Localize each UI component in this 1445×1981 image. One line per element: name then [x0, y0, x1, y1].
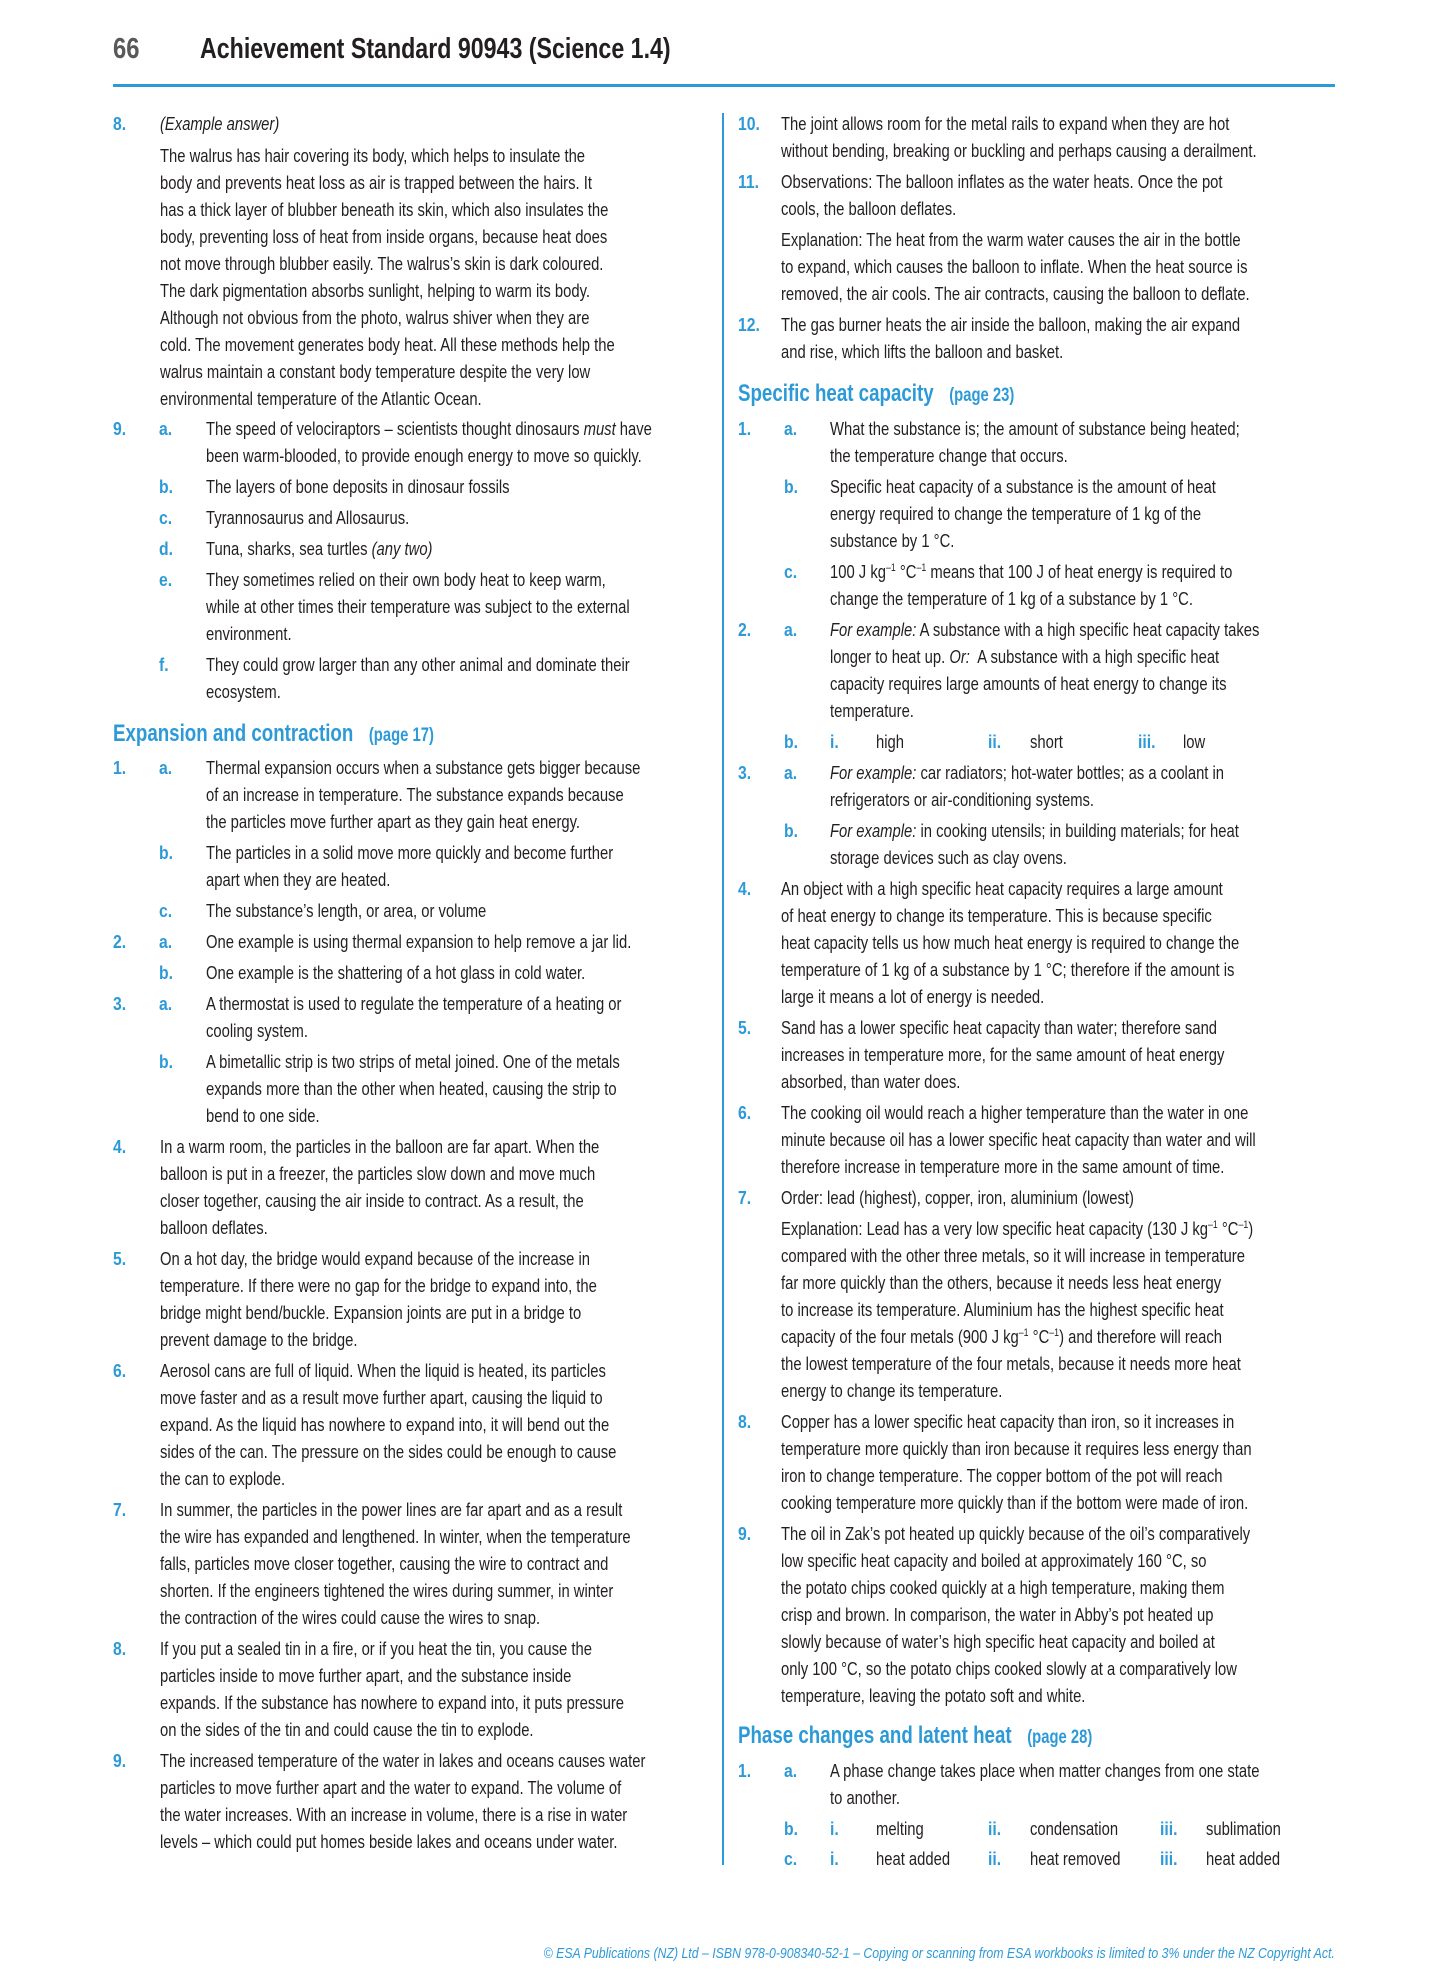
text: A substance with a high specific heat capacity takes: [916, 619, 1260, 640]
section-page-ref: (page 17): [368, 725, 434, 746]
part-label: d.: [159, 538, 173, 559]
part-label: b.: [159, 842, 173, 863]
answer-line: The oil in Zak’s pot heated up quickly because of the oil’s comparatively: [781, 1523, 1251, 1544]
answer-line: apart when they are heated.: [206, 869, 391, 890]
answer-line: Order: lead (highest), copper, iron, aluminium (lowest): [781, 1187, 1134, 1208]
answer-line: far more quickly than the others, because it needs less heat energy: [781, 1272, 1222, 1293]
answer-line: prevent damage to the bridge.: [160, 1329, 358, 1350]
subpart-label: iii.: [1138, 731, 1156, 752]
answer-line: The gas burner heats the air inside the balloon, making the air expand: [781, 314, 1241, 335]
answer-line: One example is the shattering of a hot glass in cold water.: [206, 962, 586, 983]
text: °C: [1217, 1218, 1239, 1239]
answer-line: [830, 762, 1224, 784]
answer-line: temperature.: [830, 700, 914, 721]
question-number: 4.: [738, 878, 752, 899]
answer-line: Observations: The balloon inflates as the water heats. Once the pot: [781, 171, 1223, 192]
answer-line: of an increase in temperature. The substance expands because: [206, 784, 624, 805]
question-number: 9.: [738, 1523, 752, 1544]
answer-line: temperature, leaving the potato soft and white.: [781, 1685, 1086, 1706]
answer-value: condensation: [1030, 1818, 1119, 1839]
answer-line: body, preventing loss of heat from inside organs, because heat does: [160, 226, 608, 247]
answer-line: to increase its temperature. Aluminium has the highest specific heat: [781, 1299, 1224, 1320]
answer-line: energy required to change the temperature of 1 kg of the: [830, 503, 1202, 524]
answer-line: the contraction of the wires could cause the wires to snap.: [160, 1607, 541, 1628]
answer-line: balloon deflates.: [160, 1217, 268, 1238]
part-label: c.: [784, 561, 798, 582]
question-number: 8.: [113, 1638, 127, 1659]
answer-line: Thermal expansion occurs when a substance gets bigger because: [206, 757, 641, 778]
answer-line: removed, the air cools. The air contracts, causing the balloon to deflate.: [781, 283, 1250, 304]
subpart-label: i.: [830, 1848, 839, 1869]
answer-line: absorbed, than water does.: [781, 1071, 961, 1092]
answer-line: increases in temperature more, for the same amount of heat energy: [781, 1044, 1225, 1065]
answer-line: the water increases. With an increase in volume, there is a rise in water: [160, 1804, 628, 1825]
part-label: c.: [159, 507, 173, 528]
question-number: 8.: [113, 113, 127, 134]
question-number: 1.: [738, 418, 752, 439]
answer-line: minute because oil has a lower specific heat capacity than water and will: [781, 1129, 1256, 1150]
header-rule: [113, 84, 1335, 87]
part-label: c.: [159, 900, 173, 921]
part-label: b.: [159, 1051, 173, 1072]
text: ) and therefore will reach: [1059, 1326, 1222, 1347]
part-label: b.: [784, 731, 798, 752]
text: means that 100 J of heat energy is required to: [926, 561, 1233, 582]
text: The speed of velociraptors – scientists thought dinosaurs: [206, 418, 584, 439]
question-number: 3.: [113, 993, 127, 1014]
answer-line: crisp and brown. In comparison, the water in Abby’s pot heated up: [781, 1604, 1214, 1625]
part-label: a.: [784, 619, 798, 640]
question-number: 1.: [738, 1760, 752, 1781]
answer-line: [830, 561, 1232, 583]
answer-line: change the temperature of 1 kg of a substance by 1 °C.: [830, 588, 1193, 609]
answer-line: temperature. If there were no gap for the bridge to expand into, the: [160, 1275, 597, 1296]
text: A substance with a high specific heat: [969, 646, 1220, 667]
answer-line: environmental temperature of the Atlantic Ocean.: [160, 388, 482, 409]
answer-line: expands. If the substance has nowhere to expand into, it puts pressure: [160, 1692, 625, 1713]
answer-line: In summer, the particles in the power lines are far apart and as a result: [160, 1499, 623, 1520]
text: °C: [1028, 1326, 1050, 1347]
answer-value: heat added: [1206, 1848, 1281, 1869]
answer-line: They could grow larger than any other animal and dominate their: [206, 654, 630, 675]
subpart-label: ii.: [988, 1848, 1002, 1869]
answer-line: sides of the can. The pressure on the sides could be enough to cause: [160, 1441, 617, 1462]
text: in cooking utensils; in building materials; for heat: [916, 820, 1239, 841]
answer-line: One example is using thermal expansion to help remove a jar lid.: [206, 931, 632, 952]
emphasis: For example:: [830, 762, 917, 783]
answer-value: heat removed: [1030, 1848, 1121, 1869]
page-number: 66: [113, 33, 140, 65]
subpart-label: i.: [830, 731, 839, 752]
answer-line: shorten. If the engineers tightened the wires during summer, in winter: [160, 1580, 614, 1601]
question-number: 6.: [738, 1102, 752, 1123]
question-number: 5.: [113, 1248, 127, 1269]
answer-line: on the sides of the tin and could cause the tin to explode.: [160, 1719, 534, 1740]
answer-line: while at other times their temperature was subject to the external: [206, 596, 630, 617]
emphasis: Or:: [949, 646, 970, 667]
answer-line: The particles in a solid move more quickly and become further: [206, 842, 614, 863]
answer-line: temperature more quickly than iron because it requires less energy than: [781, 1438, 1252, 1459]
answer-line: refrigerators or air-conditioning systems.: [830, 789, 1095, 810]
column-divider: [722, 113, 724, 1865]
part-label: c.: [784, 1848, 798, 1869]
answer-line: The layers of bone deposits in dinosaur fossils: [206, 476, 510, 497]
answer-line: Aerosol cans are full of liquid. When the liquid is heated, its particles: [160, 1360, 606, 1381]
answer-line: On a hot day, the bridge would expand because of the increase in: [160, 1248, 591, 1269]
answer-value: low: [1183, 731, 1206, 752]
superscript: –1: [1238, 1219, 1249, 1231]
answer-line: [830, 619, 1259, 641]
answer-line: The increased temperature of the water in lakes and oceans causes water: [160, 1750, 646, 1771]
answer-line: cools, the balloon deflates.: [781, 198, 957, 219]
part-label: e.: [159, 569, 173, 590]
answer-line: Explanation: The heat from the warm water causes the air in the bottle: [781, 229, 1241, 250]
answer-line: A phase change takes place when matter changes from one state: [830, 1760, 1260, 1781]
question-number: 2.: [113, 931, 127, 952]
question-number: 1.: [113, 757, 127, 778]
subpart-label: ii.: [988, 731, 1002, 752]
question-number: 10.: [738, 113, 760, 134]
answer-line: compared with the other three metals, so it will increase in temperature: [781, 1245, 1245, 1266]
answer-line: What the substance is; the amount of substance being heated;: [830, 418, 1240, 439]
answer-line: bend to one side.: [206, 1105, 320, 1126]
answer-line: The walrus has hair covering its body, which helps to insulate the: [160, 145, 586, 166]
answer-line: particles to move further apart and the water to expand. The volume of: [160, 1777, 622, 1798]
question-number: 7.: [113, 1499, 127, 1520]
answer-value: sublimation: [1206, 1818, 1281, 1839]
part-label: b.: [159, 476, 173, 497]
answer-line: A bimetallic strip is two strips of metal joined. One of the metals: [206, 1051, 620, 1072]
answer-line: walrus maintain a constant body temperature despite the very low: [160, 361, 591, 382]
answer-value: melting: [876, 1818, 924, 1839]
question-number: 11.: [738, 171, 759, 192]
answer-line: balloon is put in a freezer, the particles slow down and move much: [160, 1163, 596, 1184]
answer-line: particles inside to move further apart, and the substance inside: [160, 1665, 572, 1686]
answer-line: falls, particles move closer together, causing the wire to contract and: [160, 1553, 609, 1574]
text: Tuna, sharks, sea turtles: [206, 538, 372, 559]
text: ): [1248, 1218, 1254, 1239]
part-label: b.: [784, 1818, 798, 1839]
answer-line: The joint allows room for the metal rails to expand when they are hot: [781, 113, 1230, 134]
answer-line: move faster and as a result move further apart, causing the liquid to: [160, 1387, 603, 1408]
question-number: 9.: [113, 1750, 127, 1771]
part-label: a.: [159, 757, 173, 778]
superscript: –1: [916, 562, 927, 574]
question-number: 3.: [738, 762, 752, 783]
answer-line: the can to explode.: [160, 1468, 286, 1489]
answer-line: to another.: [830, 1787, 900, 1808]
text: car radiators; hot-water bottles; as a coolant in: [916, 762, 1225, 783]
part-label: b.: [784, 820, 798, 841]
answer-line: Copper has a lower specific heat capacity than iron, so it increases in: [781, 1411, 1235, 1432]
text: capacity of the four metals (900 J kg: [781, 1326, 1019, 1347]
answer-line: [830, 820, 1239, 842]
answer-line: ecosystem.: [206, 681, 281, 702]
text: °C: [895, 561, 917, 582]
answer-value: heat added: [876, 1848, 951, 1869]
answer-line: If you put a sealed tin in a fire, or if you heat the tin, you cause the: [160, 1638, 592, 1659]
superscript: –1: [1207, 1219, 1218, 1231]
answer-line: expand. As the liquid has nowhere to expand into, it will bend out the: [160, 1414, 610, 1435]
answer-line: [781, 1218, 1253, 1240]
answer-line: the temperature change that occurs.: [830, 445, 1068, 466]
part-label: a.: [784, 762, 798, 783]
text: longer to heat up.: [830, 646, 950, 667]
part-label: a.: [159, 931, 173, 952]
question-number: 6.: [113, 1360, 127, 1381]
answer-line: temperature of 1 kg of a substance by 1 °C; therefore if the amount is: [781, 959, 1235, 980]
emphasis: For example:: [830, 619, 917, 640]
answer-line: environment.: [206, 623, 292, 644]
answer-line: the lowest temperature of the four metals, because it needs more heat: [781, 1353, 1241, 1374]
section-page-ref: (page 23): [949, 385, 1015, 406]
superscript: –1: [1018, 1327, 1029, 1339]
answer-line: Tyrannosaurus and Allosaurus.: [206, 507, 410, 528]
emphasis: For example:: [830, 820, 917, 841]
answer-line: A thermostat is used to regulate the temperature of a heating or: [206, 993, 622, 1014]
superscript: –1: [1049, 1327, 1060, 1339]
answer-line: Sand has a lower specific heat capacity than water; therefore sand: [781, 1017, 1218, 1038]
answer-line: [206, 538, 432, 560]
answer-line: capacity requires large amounts of heat energy to change its: [830, 673, 1227, 694]
answer-line: [781, 1326, 1222, 1348]
answer-line: [830, 646, 1219, 668]
example-answer-label: (Example answer): [160, 113, 280, 134]
answer-line: therefore increase in temperature more in the same amount of time.: [781, 1156, 1225, 1177]
answer-line: closer together, causing the air inside to contract. As a result, the: [160, 1190, 584, 1211]
answer-note: [160, 113, 279, 135]
section-heading-expansion: [113, 720, 434, 750]
section-page-ref: (page 28): [1027, 1727, 1093, 1748]
question-number: 12.: [738, 314, 760, 335]
answer-line: Specific heat capacity of a substance is the amount of heat: [830, 476, 1216, 497]
answer-value: short: [1030, 731, 1063, 752]
question-number: 8.: [738, 1411, 752, 1432]
answer-line: The dark pigmentation absorbs sunlight, helping to warm its body.: [160, 280, 590, 301]
part-label: a.: [784, 1760, 798, 1781]
answer-line: An object with a high specific heat capacity requires a large amount: [781, 878, 1223, 899]
section-title: Phase changes and latent heat: [738, 1722, 1012, 1749]
subpart-label: iii.: [1160, 1818, 1178, 1839]
answer-line: heat capacity tells us how much heat energy is required to change the: [781, 932, 1240, 953]
question-number: 9.: [113, 418, 127, 439]
answer-line: storage devices such as clay ovens.: [830, 847, 1067, 868]
answer-line: cooking temperature more quickly than if the bottom were made of iron.: [781, 1492, 1249, 1513]
section-title: Expansion and contraction: [113, 720, 354, 747]
answer-line: slowly because of water’s high specific heat capacity and boiled at: [781, 1631, 1215, 1652]
superscript: –1: [885, 562, 896, 574]
question-number: 4.: [113, 1136, 127, 1157]
answer-line: expands more than the other when heated, causing the strip to: [206, 1078, 617, 1099]
emphasis: (any two): [371, 538, 433, 559]
answer-line: the potato chips cooked quickly at a high temperature, making them: [781, 1577, 1225, 1598]
answer-line: the particles move further apart as they gain heat energy.: [206, 811, 581, 832]
answer-line: The cooking oil would reach a higher temperature than the water in one: [781, 1102, 1249, 1123]
answer-line: iron to change temperature. The copper bottom of the pot will reach: [781, 1465, 1223, 1486]
part-label: a.: [159, 993, 173, 1014]
text: Explanation: Lead has a very low specific heat capacity (130 J kg: [781, 1218, 1208, 1239]
answer-line: substance by 1 °C.: [830, 530, 955, 551]
answer-line: without bending, breaking or buckling and perhaps causing a derailment.: [781, 140, 1257, 161]
page-title: Achievement Standard 90943 (Science 1.4): [200, 33, 671, 65]
answer-line: bridge might bend/buckle. Expansion joints are put in a bridge to: [160, 1302, 582, 1323]
answer-line: Although not obvious from the photo, walrus shiver when they are: [160, 307, 590, 328]
answer-line: body and prevents heat loss as air is trapped between the hairs. It: [160, 172, 592, 193]
text: have: [615, 418, 652, 439]
answer-line: to expand, which causes the balloon to inflate. When the heat source is: [781, 256, 1248, 277]
answer-line: the wire has expanded and lengthened. In winter, when the temperature: [160, 1526, 631, 1547]
answer-line: energy to change its temperature.: [781, 1380, 1003, 1401]
answer-line: has a thick layer of blubber beneath its skin, which also insulates the: [160, 199, 609, 220]
answer-line: The substance’s length, or area, or volume: [206, 900, 487, 921]
answer-line: They sometimes relied on their own body heat to keep warm,: [206, 569, 606, 590]
subpart-label: i.: [830, 1818, 839, 1839]
answer-line: large it means a lot of energy is needed.: [781, 986, 1045, 1007]
answer-line: cooling system.: [206, 1020, 308, 1041]
question-number: 5.: [738, 1017, 752, 1038]
subpart-label: iii.: [1160, 1848, 1178, 1869]
question-number: 7.: [738, 1187, 752, 1208]
answer-line: cold. The movement generates body heat. All these methods help the: [160, 334, 615, 355]
part-label: b.: [784, 476, 798, 497]
answer-line: [206, 418, 652, 440]
emphasis: must: [583, 418, 616, 439]
answer-line: of heat energy to change its temperature. This is because specific: [781, 905, 1212, 926]
text: 100 J kg: [830, 561, 886, 582]
part-label: a.: [159, 418, 173, 439]
answer-line: only 100 °C, so the potato chips cooked slowly at a comparatively low: [781, 1658, 1237, 1679]
answer-line: and rise, which lifts the balloon and basket.: [781, 341, 1064, 362]
answer-line: not move through blubber easily. The walrus’s skin is dark coloured.: [160, 253, 604, 274]
answer-line: levels – which could put homes beside lakes and oceans under water.: [160, 1831, 618, 1852]
answer-value: high: [876, 731, 904, 752]
subpart-label: ii.: [988, 1818, 1002, 1839]
answer-line: low specific heat capacity and boiled at approximately 160 °C, so: [781, 1550, 1207, 1571]
question-number: 2.: [738, 619, 752, 640]
part-label: b.: [159, 962, 173, 983]
part-label: f.: [159, 654, 169, 675]
section-heading-specific-heat: [738, 380, 1014, 410]
answer-line: been warm-blooded, to provide enough energy to move so quickly.: [206, 445, 642, 466]
section-title: Specific heat capacity: [738, 380, 934, 407]
copyright-footer: © ESA Publications (NZ) Ltd – ISBN 978-0-908340-52-1 – Copying or scanning from ESA workbooks is limited to 3% under the NZ Copyright Act.: [543, 1945, 1335, 1962]
section-heading-phase-changes: [738, 1722, 1092, 1752]
answer-line: In a warm room, the particles in the balloon are far apart. When the: [160, 1136, 600, 1157]
part-label: a.: [784, 418, 798, 439]
